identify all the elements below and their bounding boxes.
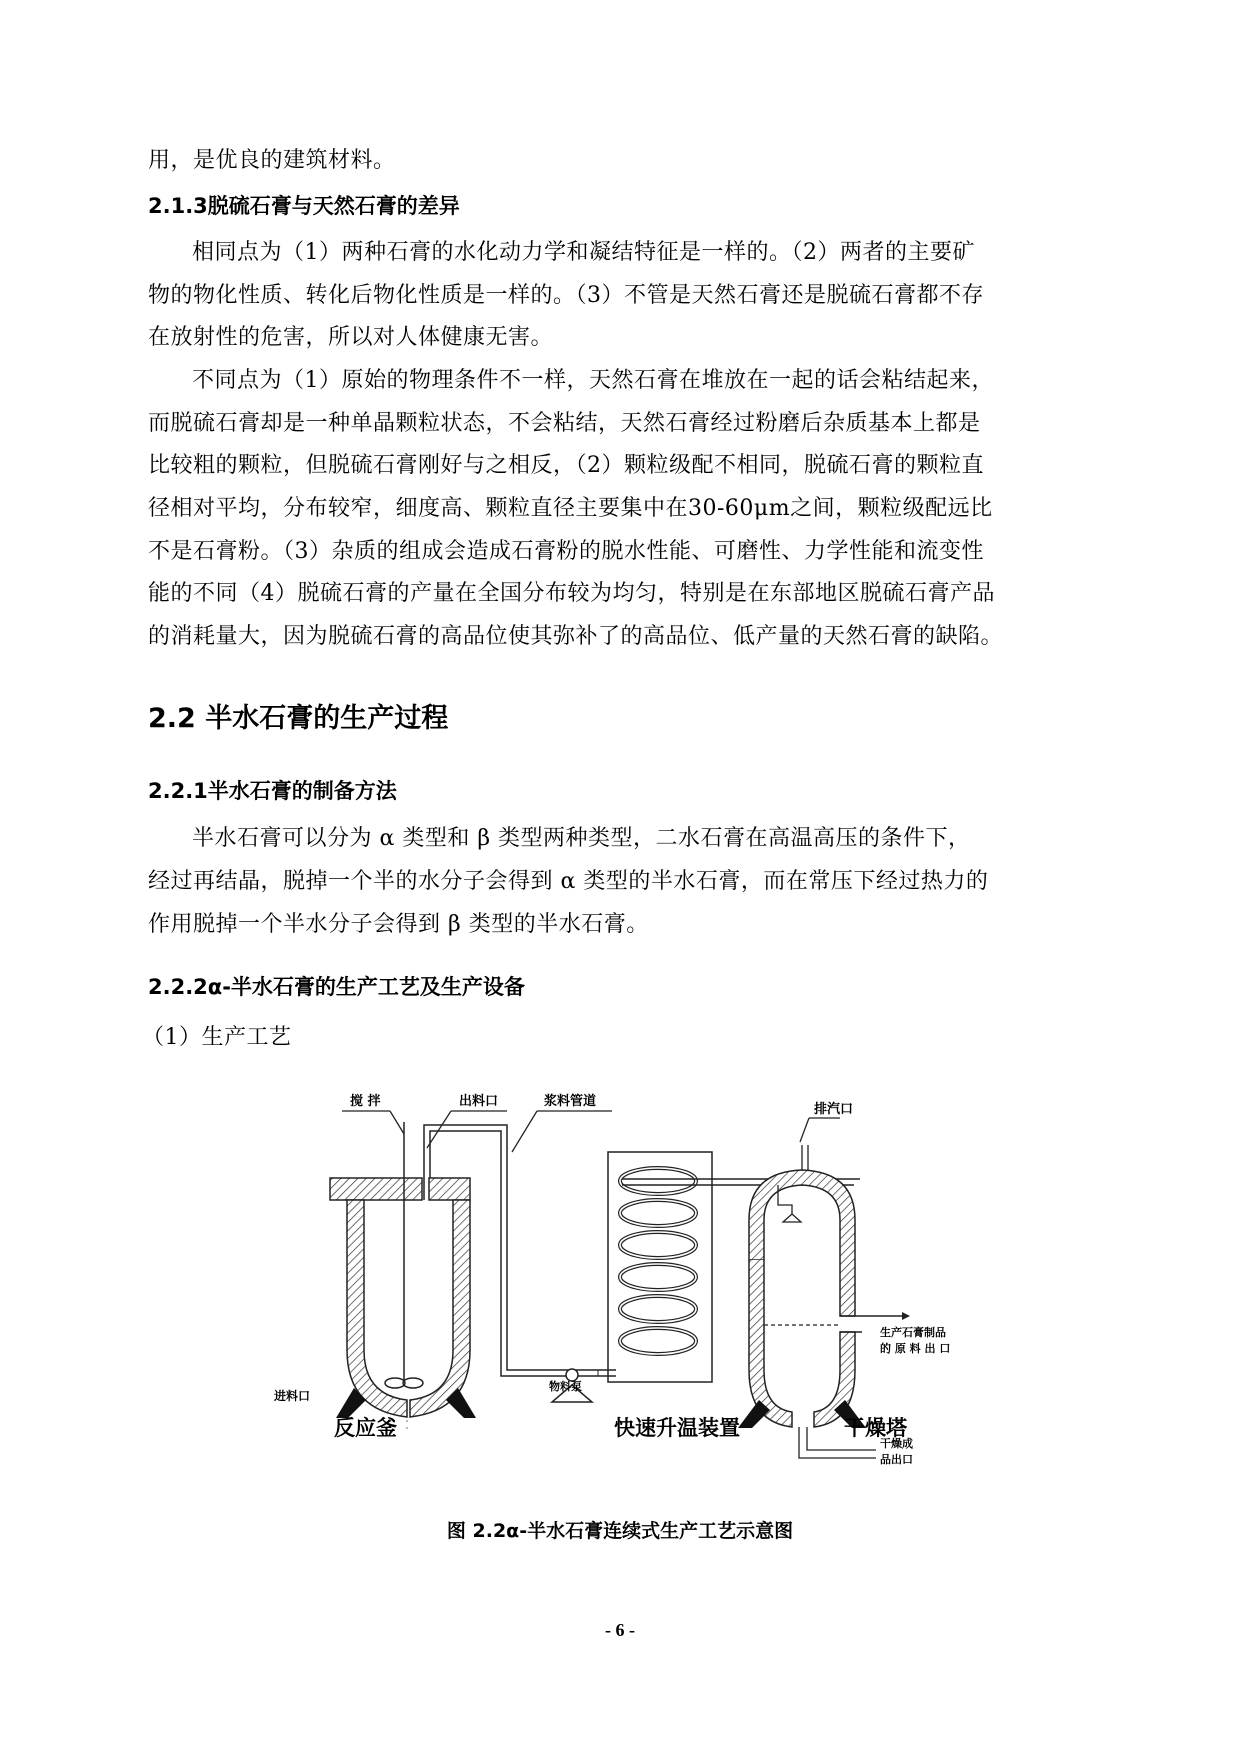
label-gypsum-product-1: 生产石膏制品	[880, 1326, 946, 1339]
paragraph-line: 而脱硫石膏却是一种单晶颗粒状态，不会粘结，天然石膏经过粉磨后杂质基本上都是	[148, 411, 981, 436]
sub-item-label: （1）生产工艺	[142, 1025, 292, 1050]
label-pump: 物料泵	[549, 1380, 582, 1393]
paragraph-line: 不是石膏粉。（3）杂质的组成会造成石膏粉的脱水性能、可磨性、力学性能和流变性	[148, 539, 984, 564]
drying-tower	[738, 1118, 910, 1458]
page-number: - 6 -	[605, 1620, 635, 1640]
label-outlet: 出料口	[459, 1094, 499, 1109]
section-heading-2-2-1: 2.2.1半水石膏的制备方法	[148, 779, 397, 803]
label-exhaust: 排汽口	[814, 1102, 854, 1117]
paragraph-line: 半水石膏可以分为 α 类型和 β 类型两种类型，二水石膏在高温高压的条件下，	[192, 826, 971, 851]
label-reactor: 反应釜	[334, 1416, 397, 1440]
label-stir: 搅 拌	[350, 1094, 381, 1109]
section-heading-2-1-3: 2.1.3脱硫石膏与天然石膏的差异	[148, 194, 460, 218]
label-dry-product-1: 干燥成	[880, 1437, 913, 1450]
paragraph-line: 经过再结晶，脱掉一个半的水分子会得到 α 类型的半水石膏，而在常压下经过热力的	[148, 869, 989, 894]
label-dry-product-2: 品出口	[880, 1453, 913, 1466]
section-heading-2-2: 2.2 半水石膏的生产过程	[148, 703, 449, 734]
label-feed-inlet: 进料口	[274, 1389, 311, 1403]
paragraph-line: 用，是优良的建筑材料。	[148, 148, 396, 173]
paragraph-line: 径相对平均，分布较窄，细度高、颗粒直径主要集中在30-60μm之间，颗粒级配远比	[148, 496, 993, 521]
figure-caption: 图 2.2α-半水石膏连续式生产工艺示意图	[446, 1520, 794, 1542]
paragraph-line: 相同点为（1）两种石膏的水化动力学和凝结特征是一样的。（2）两者的主要矿	[192, 240, 975, 265]
section-heading-2-2-2: 2.2.2α-半水石膏的生产工艺及生产设备	[148, 975, 525, 999]
paragraph-line: 物的物化性质、转化后物化性质是一样的。（3）不管是天然石膏还是脱硫石膏都不存	[148, 283, 984, 308]
paragraph-line: 作用脱掉一个半水分子会得到 β 类型的半水石膏。	[148, 912, 649, 937]
paragraph-line: 的消耗量大，因为脱硫石膏的高品位使其弥补了的高品位、低产量的天然石膏的缺陷。	[148, 624, 1004, 649]
label-slurry-pipe: 浆料管道	[544, 1094, 597, 1109]
process-diagram	[262, 1070, 982, 1466]
label-dryer: 干燥塔	[844, 1416, 907, 1440]
paragraph-line: 比较粗的颗粒，但脱硫石膏刚好与之相反，（2）颗粒级配不相同，脱硫石膏的颗粒直	[148, 453, 984, 478]
paragraph-line: 能的不同（4）脱硫石膏的产量在全国分布较为均匀，特别是在东部地区脱硫石膏产品	[148, 581, 995, 606]
label-gypsum-product-2: 的 原 料 出 口	[880, 1342, 951, 1355]
paragraph-line: 在放射性的危害，所以对人体健康无害。	[148, 325, 554, 350]
paragraph-line: 不同点为（1）原始的物理条件不一样，天然石膏在堆放在一起的话会粘结起来，	[192, 368, 994, 393]
label-heater: 快速升温装置	[614, 1416, 740, 1440]
